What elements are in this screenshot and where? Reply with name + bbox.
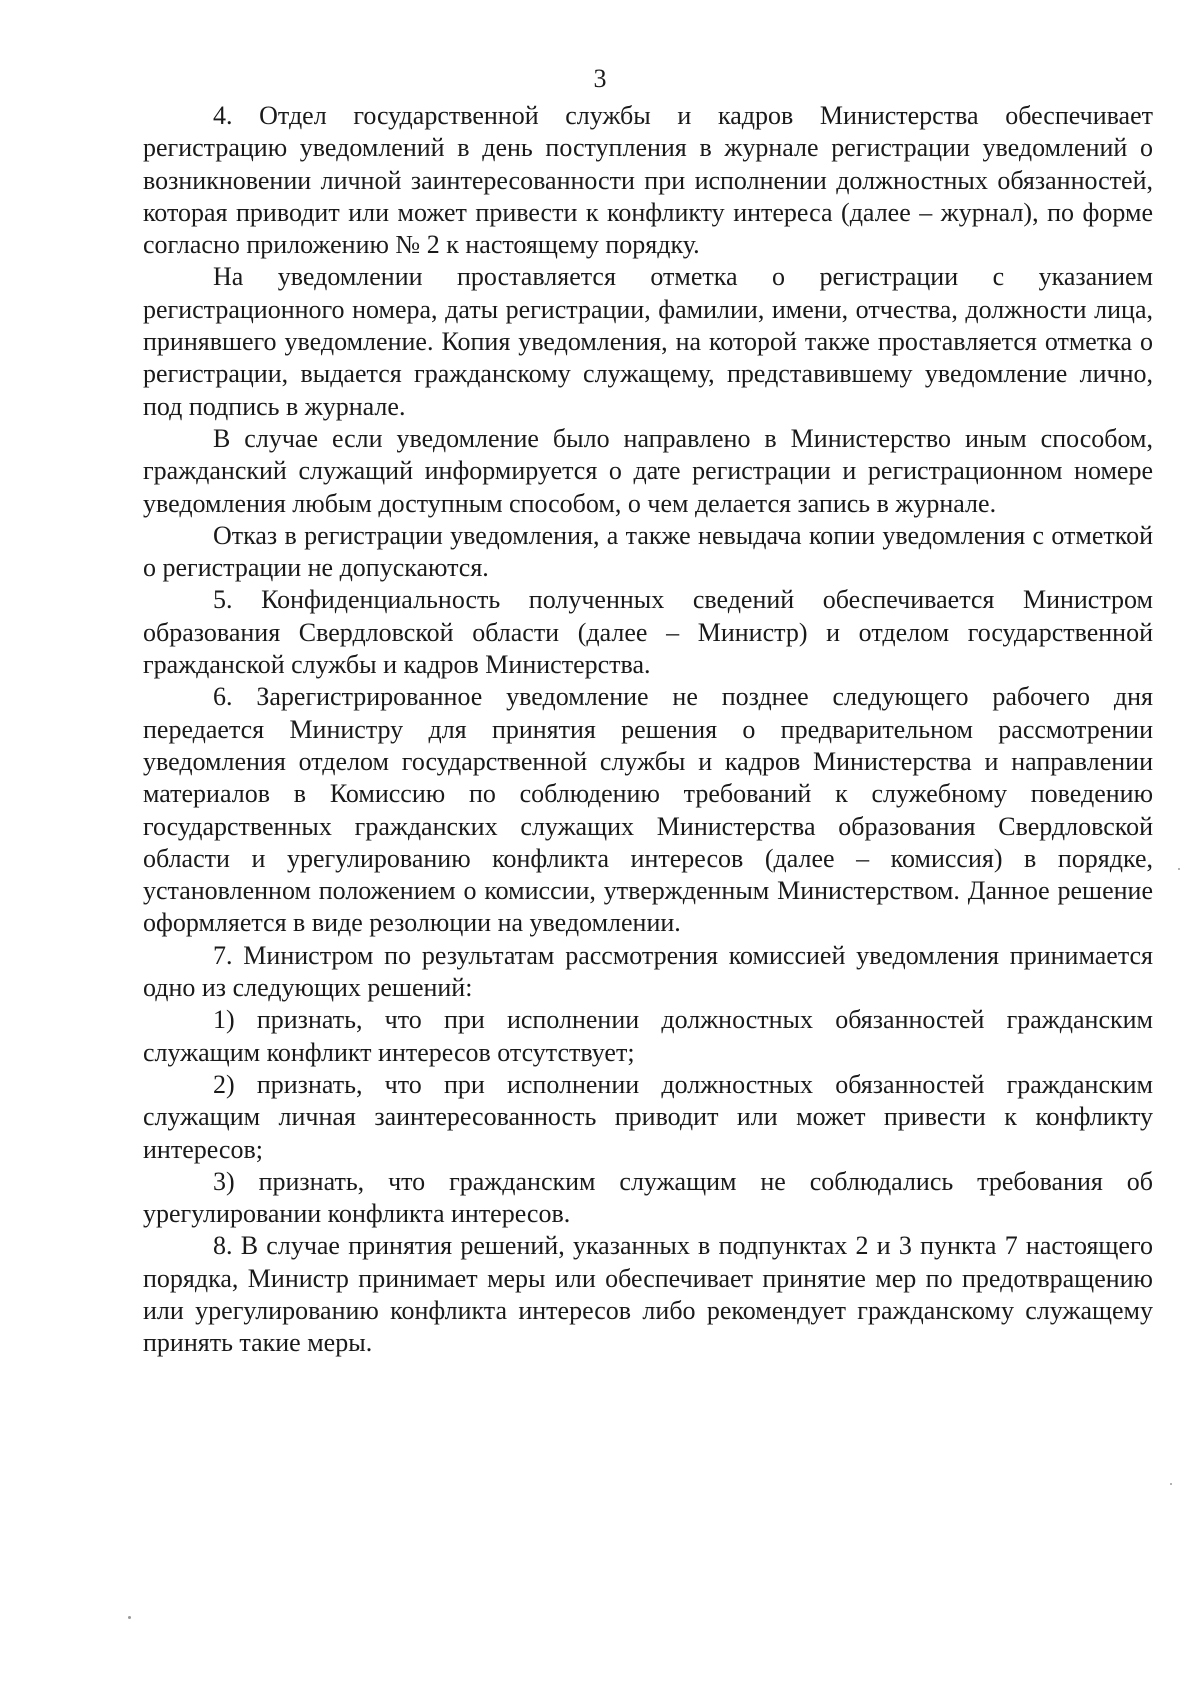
paragraph-item-6: 6. Зарегистрированное уведомление не позднее следующего рабочего дня передается Министру для принятия решения о предварительном рассмотрении уведомления отделом государственной службы и кадров Министерства и направлении материалов в Комиссию по соблюдению требований к служебному поведению государственных гражданских служащих Министерства образования Свердловской области и урегулированию конфликта интересов (далее – комиссия) в порядке, установленном положением о комиссии, утвержденным Министерством. Данное решение оформляется в виде резолюции на уведомлении. bbox=[143, 682, 1153, 938]
paragraph-other-method: В случае если уведомление было направлено в Министерство иным способом, гражданский служащий информируется о дате регистрации и регистрационном номере уведомления любым доступным способом, о чем делается запись в журнале. bbox=[143, 423, 1153, 518]
paragraph-decision-2: 2) признать, что при исполнении должностных обязанностей гражданским служащим личная заинтересованность приводит или может привести к конфликту интересов; bbox=[143, 1069, 1153, 1164]
paragraph-item-4: 4. Отдел государственной службы и кадров Министерства обеспечивает регистрацию уведомлений в день поступления в журнале регистрации уведомлений о возникновении личной заинтересованности при исполнении должностных обязанностей, которая приводит или может привести к конфликту интереса (далее – журнал), по форме согласно приложению № 2 к настоящему порядку. bbox=[143, 101, 1153, 260]
scan-speck bbox=[1170, 1483, 1172, 1485]
paragraph-item-7: 7. Министром по результатам рассмотрения комиссией уведомления принимается одно из следующих решений: bbox=[143, 940, 1153, 1003]
document-body bbox=[143, 100, 1153, 1360]
page-number: 3 bbox=[593, 64, 607, 93]
paragraph-refusal: Отказ в регистрации уведомления, а также невыдача копии уведомления с отметкой о регистрации не допускаются. bbox=[143, 520, 1153, 583]
scan-speck bbox=[1178, 868, 1180, 870]
scan-speck bbox=[128, 1616, 131, 1619]
paragraph-decision-3: 3) признать, что гражданским служащим не соблюдались требования об урегулировании конфликта интересов. bbox=[143, 1166, 1153, 1229]
paragraph-item-5: 5. Конфиденциальность полученных сведений обеспечивается Министром образования Свердловской области (далее – Министр) и отделом государственной гражданской службы и кадров Министерства. bbox=[143, 585, 1153, 680]
paragraph-item-8: 8. В случае принятия решений, указанных в подпунктах 2 и 3 пункта 7 настоящего порядка, Министр принимает меры или обеспечивает принятие мер по предотвращению или урегулированию конфликта интересов либо рекомендует гражданскому служащему принять такие меры. bbox=[143, 1231, 1153, 1358]
paragraph-registration-mark: На уведомлении проставляется отметка о регистрации с указанием регистрационного номера, даты регистрации, фамилии, имени, отчества, должности лица, принявшего уведомление. Копия уведомления, на которой также проставляется отметка о регистрации, выдается гражданскому служащему, представившему уведомление лично, под подпись в журнале. bbox=[143, 262, 1153, 421]
paragraph-decision-1: 1) признать, что при исполнении должностных обязанностей гражданским служащим конфликт интересов отсутствует; bbox=[143, 1005, 1153, 1067]
